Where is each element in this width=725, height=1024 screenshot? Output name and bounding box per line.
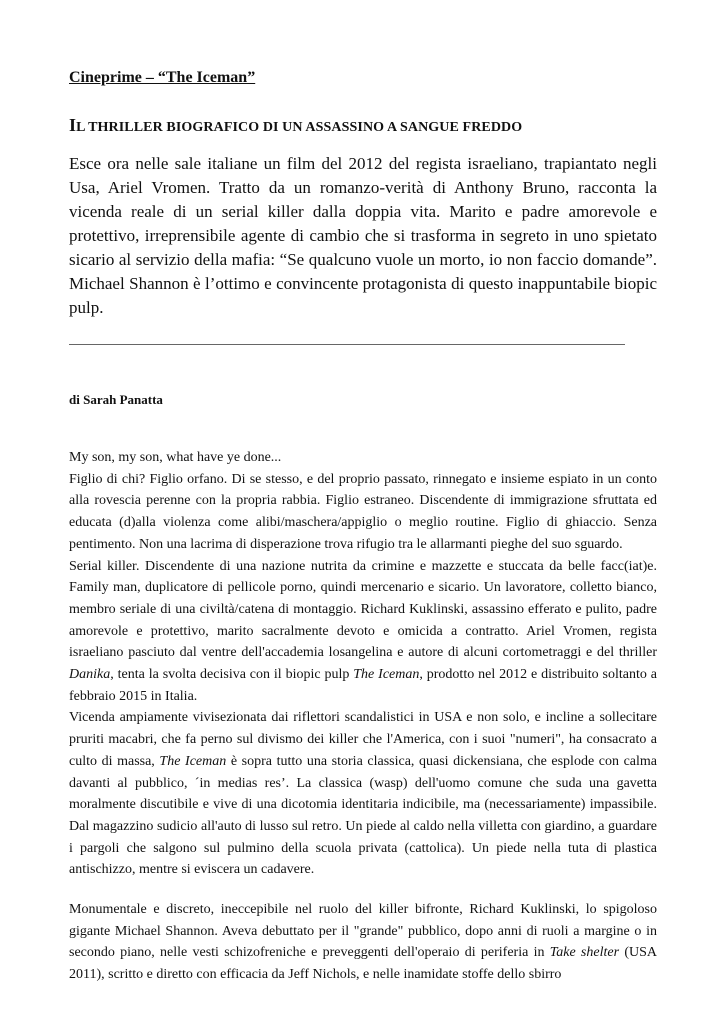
film-title-iceman: The Iceman [353,667,420,683]
text-run: , tenta la svolta decisiva con il biopic pulp [110,667,354,683]
lead-paragraph: Esce ora nelle sale italiane un film del 2012 del regista israeliano, trapiantato negli Usa, Ariel Vromen. Tratto da un romanzo-verità di Anthony Bruno, racconta la vicenda reale di un serial killer dalla doppia vita. Marito e padre amorevole e protettivo, irreprensibile agente di cambio che si trasforma in segreto in uno spietato sicario al servizio della mafia: “Se qualcuno vuole un morto, io non faccio domande”. Michael Shannon è l’ottimo e convincente protagonista di questo inappuntabile biopic pulp. [69,154,657,317]
separator-line [69,344,625,345]
film-title-iceman: The Iceman [159,753,227,769]
subheading-text: L THRILLER BIOGRAFICO DI UN ASSASSINO A SANGUE FREDDO [76,120,523,135]
text-run: Serial killer. Discendente di una nazione nutrita da crimine e mazzette e stuccata da belle facc(iat)e. Family man, duplicatore di pellicole porno, quindi mercenario e sicario. Un lavoratore, colletto bianco, membro seriale di una civiltà/catena di montaggio. Richard Kuklinski, assassino efferato e pulito, padre amorevole e protettivo, marito sacralmente devoto e omicida a contratto. Ariel Vromen, regista israeliano pasciuto dal ventre dell'accademia losangelina e autore di alcuni cortometraggi e del thriller [69,558,657,661]
article-subheading [69,115,669,136]
text-run: (USA 2011), scritto e diretto con efficacia da Jeff Nichols, e nelle inamidate stoffe dello sbirro [69,945,657,983]
text-run: , prodotto nel 2012 e distribuito soltanto a febbraio 2015 in Italia. [69,667,657,704]
film-title-danika: Danika [69,667,111,683]
body-paragraph [69,556,657,708]
body-paragraph [69,899,657,986]
body-paragraph: Figlio di chi? Figlio orfano. Di se stesso, e del proprio passato, rinnegato e insieme espiato in un conto alla rovescia perenne con la propria rabbia. Figlio estraneo. Discendente di immigrazione sfruttata ed educata (d)alla violenza come alibi/maschera/appiglio o meglio routine. Figlio di ghiaccio. Senza pentimento. Non una lacrima di disperazione trova rifugio tra le allarmanti pieghe del suo sguardo. [69,471,657,552]
text-run: Vicenda ampiamente vivisezionata dai riflettori scandalistici in USA e non solo, e incline a sollecitare pruriti macabri, che fa perno sul divismo dei killer che l'America, con i suoi "numeri", ha consacrato a culto di massa, [69,710,657,769]
film-title-take-shelter: Take shelter [549,945,620,961]
article-body [69,447,657,986]
article-heading: Cineprime – “The Iceman” [69,69,256,86]
subheading-initial: I [69,115,77,135]
text-run: Monumentale e discreto, ineccepibile nel ruolo del killer bifronte, Richard Kuklinski, lo spigoloso gigante Michael Shannon. Aveva debuttato per il "grande" pubblico, dopo anni di ruoli a margine o in secondo piano, nelle vesti schizofreniche e preveggenti dell'operaio di periferia in [69,902,657,961]
body-paragraph [69,707,657,881]
text-run: è sopra tutto una storia classica, quasi dickensiana, che esplode con calma davanti al pubblico, ´in medias res’. La classica (wasp) dell'uomo comune che suda una gavetta moralmente discutibile e vive di una dicotomia identitaria indicibile, ma (necessariamente) impassibile. Dal magazzino sudicio all'auto di lusso sul retro. Un piede al caldo nella villetta con giardino, a guardare i pargoli che salgono sul pulmino della scuola privata (cattolica). Un piede nella tuta di plastica antischizzo, mentre si eviscera un cadavere. [69,753,657,878]
body-paragraph: My son, my son, what have ye done... [69,450,282,465]
byline: di Sarah Panatta [69,392,163,407]
